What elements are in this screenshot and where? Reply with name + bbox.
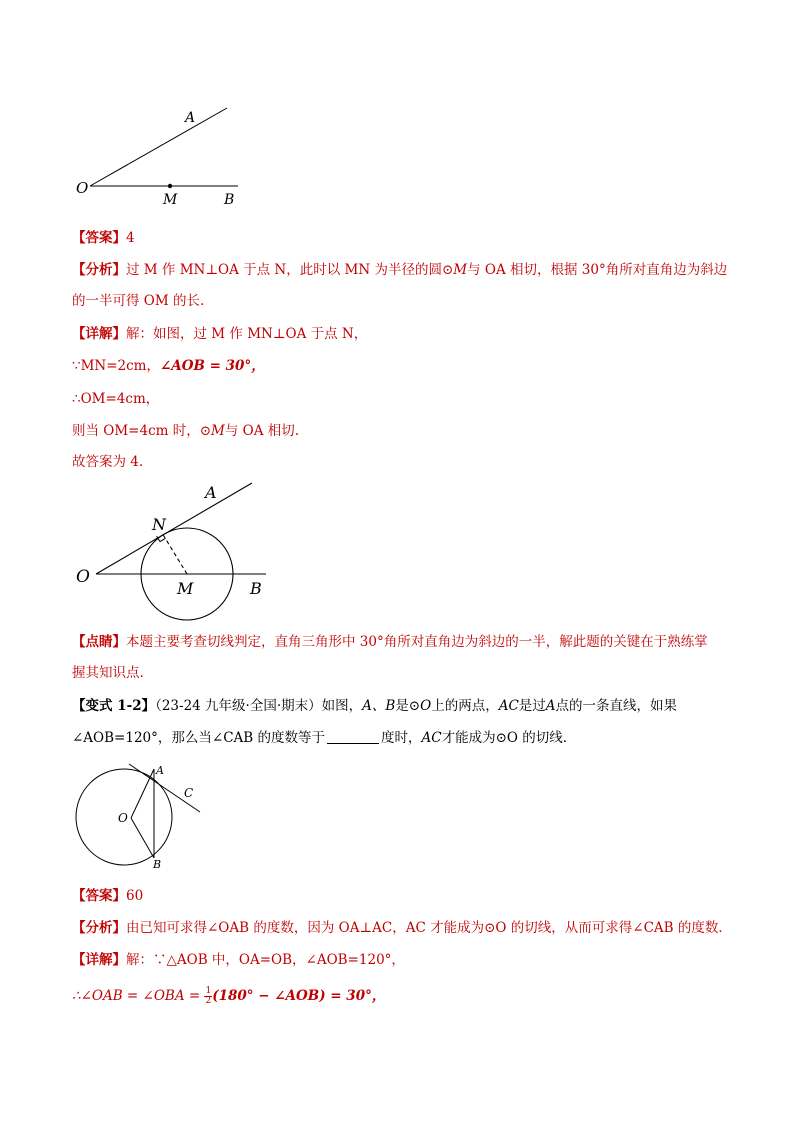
stem-1a: 如图， [321, 698, 363, 714]
detail-text-4a: 则当 OM=4cm 时， [72, 423, 200, 439]
label-a: A [205, 483, 217, 502]
q2-detail-line1 [72, 950, 405, 970]
variant-tag: 【变式 1-2】 [72, 698, 156, 714]
q2-answer [72, 886, 143, 906]
detail-text-1: 解：如图，过 M 作 MN⊥OA 于点 N， [126, 326, 368, 342]
detail-text-2b: (180° − ∠AOB) = 30°， [212, 988, 386, 1004]
segment-mn [162, 533, 187, 574]
label-o: O [76, 179, 89, 197]
q2-stem-line1 [72, 696, 677, 716]
fraction-numerator: 1 [205, 986, 212, 996]
detail-tag: 【详解】 [72, 952, 126, 968]
detail-text-1a: 解： [126, 952, 153, 968]
ray-oa [90, 108, 227, 186]
label-b: B [153, 858, 162, 871]
label-b: B [224, 192, 235, 208]
analysis-tag: 【分析】 [72, 262, 126, 278]
answer-blank [327, 729, 379, 744]
q1-answer [72, 228, 135, 248]
detail-text-1b: ∵△AOB 中，OA=OB，∠AOB=120°， [153, 952, 405, 968]
circle-m-symbol: ⊙M [441, 262, 468, 278]
q1-comment-line2: 握其知识点. [72, 665, 144, 681]
point-m [168, 184, 172, 188]
stem-1a2: A [545, 698, 556, 714]
analysis-tag: 【分析】 [72, 920, 126, 936]
question-source: （23-24 九年级·全国·期末） [155, 698, 322, 714]
q1-detail-line1 [72, 324, 367, 344]
ray-oa [96, 483, 252, 574]
fraction-denominator: 2 [205, 996, 212, 1006]
label-o: O [118, 811, 128, 825]
stem-1b: 是⊙ [395, 698, 421, 714]
detail-text-2a: ∴∠OAB = ∠OBA = [72, 988, 205, 1004]
stem-1d: 是过 [518, 698, 546, 714]
answer-value: 4 [126, 230, 135, 246]
detail-tag: 【详解】 [72, 326, 126, 342]
circle-m-symbol-2: ⊙M [199, 423, 225, 439]
stem-2a: ∠AOB=120°，那么当∠CAB 的度数等于 [72, 730, 325, 746]
detail-text-2a: ∵MN=2cm， [72, 358, 160, 374]
comment-tag: 【点睛】 [72, 634, 126, 650]
label-b: B [250, 579, 262, 598]
q1-detail-line5: 故答案为 4. [72, 454, 144, 470]
stem-1c: 上的两点， [431, 698, 499, 714]
stem-2c: 才能成为⊙O 的切线． [441, 730, 577, 746]
q2-analysis [72, 918, 732, 938]
answer-value: 60 [126, 888, 144, 904]
q2-detail-line2 [72, 986, 385, 1006]
q1-detail-line3: ∴OM=4cm， [72, 391, 160, 407]
label-n: N [152, 515, 166, 534]
stem-2ac: AC [421, 730, 442, 746]
label-a: A [156, 764, 164, 777]
label-m: M [177, 579, 194, 598]
figure-angle-aob [72, 100, 272, 210]
q1-detail-line2 [72, 356, 265, 376]
analysis-text-1b: 与 OA 相切，根据 30°角所对直角边为斜边 [467, 262, 728, 278]
q1-comment-line1 [72, 632, 708, 652]
q1-detail-line4 [72, 421, 299, 441]
label-m: M [163, 192, 178, 208]
answer-tag: 【答案】 [72, 888, 126, 904]
figure-circle-tangent [72, 760, 212, 875]
comment-text-1: 本题主要考查切线判定，直角三角形中 30°角所对直角边为斜边的一半，解此题的关键在于熟练掌 [126, 634, 708, 650]
analysis-text: 由已知可求得∠OAB 的度数，因为 OA⊥AC，AC 才能成为⊙O 的切线，从而可求得∠CAB 的度数． [126, 920, 732, 936]
figure-tangent-circle [72, 478, 292, 628]
segment-oa [131, 769, 154, 818]
stem-2b: 度时， [380, 730, 422, 746]
q2-stem-line2 [72, 728, 576, 748]
label-a: A [185, 110, 196, 126]
stem-1e: 点的一条直线，如果 [555, 698, 678, 714]
stem-1o: O [420, 698, 432, 714]
label-c: C [184, 786, 194, 800]
detail-text-4b: 与 OA 相切. [224, 423, 300, 439]
detail-text-2b: ∠AOB = 30°， [160, 358, 265, 374]
q1-analysis-line1 [72, 260, 727, 280]
analysis-text-1a: 过 M 作 MN⊥OA 于点 N，此时以 MN 为半径的圆 [126, 262, 442, 278]
stem-1ab: A、B [362, 698, 396, 714]
segment-ob [131, 818, 154, 858]
q1-analysis-line2: 的一半可得 OM 的长. [72, 293, 205, 309]
label-o: O [76, 567, 90, 587]
stem-1ac: AC [498, 698, 519, 714]
answer-tag: 【答案】 [72, 230, 126, 246]
